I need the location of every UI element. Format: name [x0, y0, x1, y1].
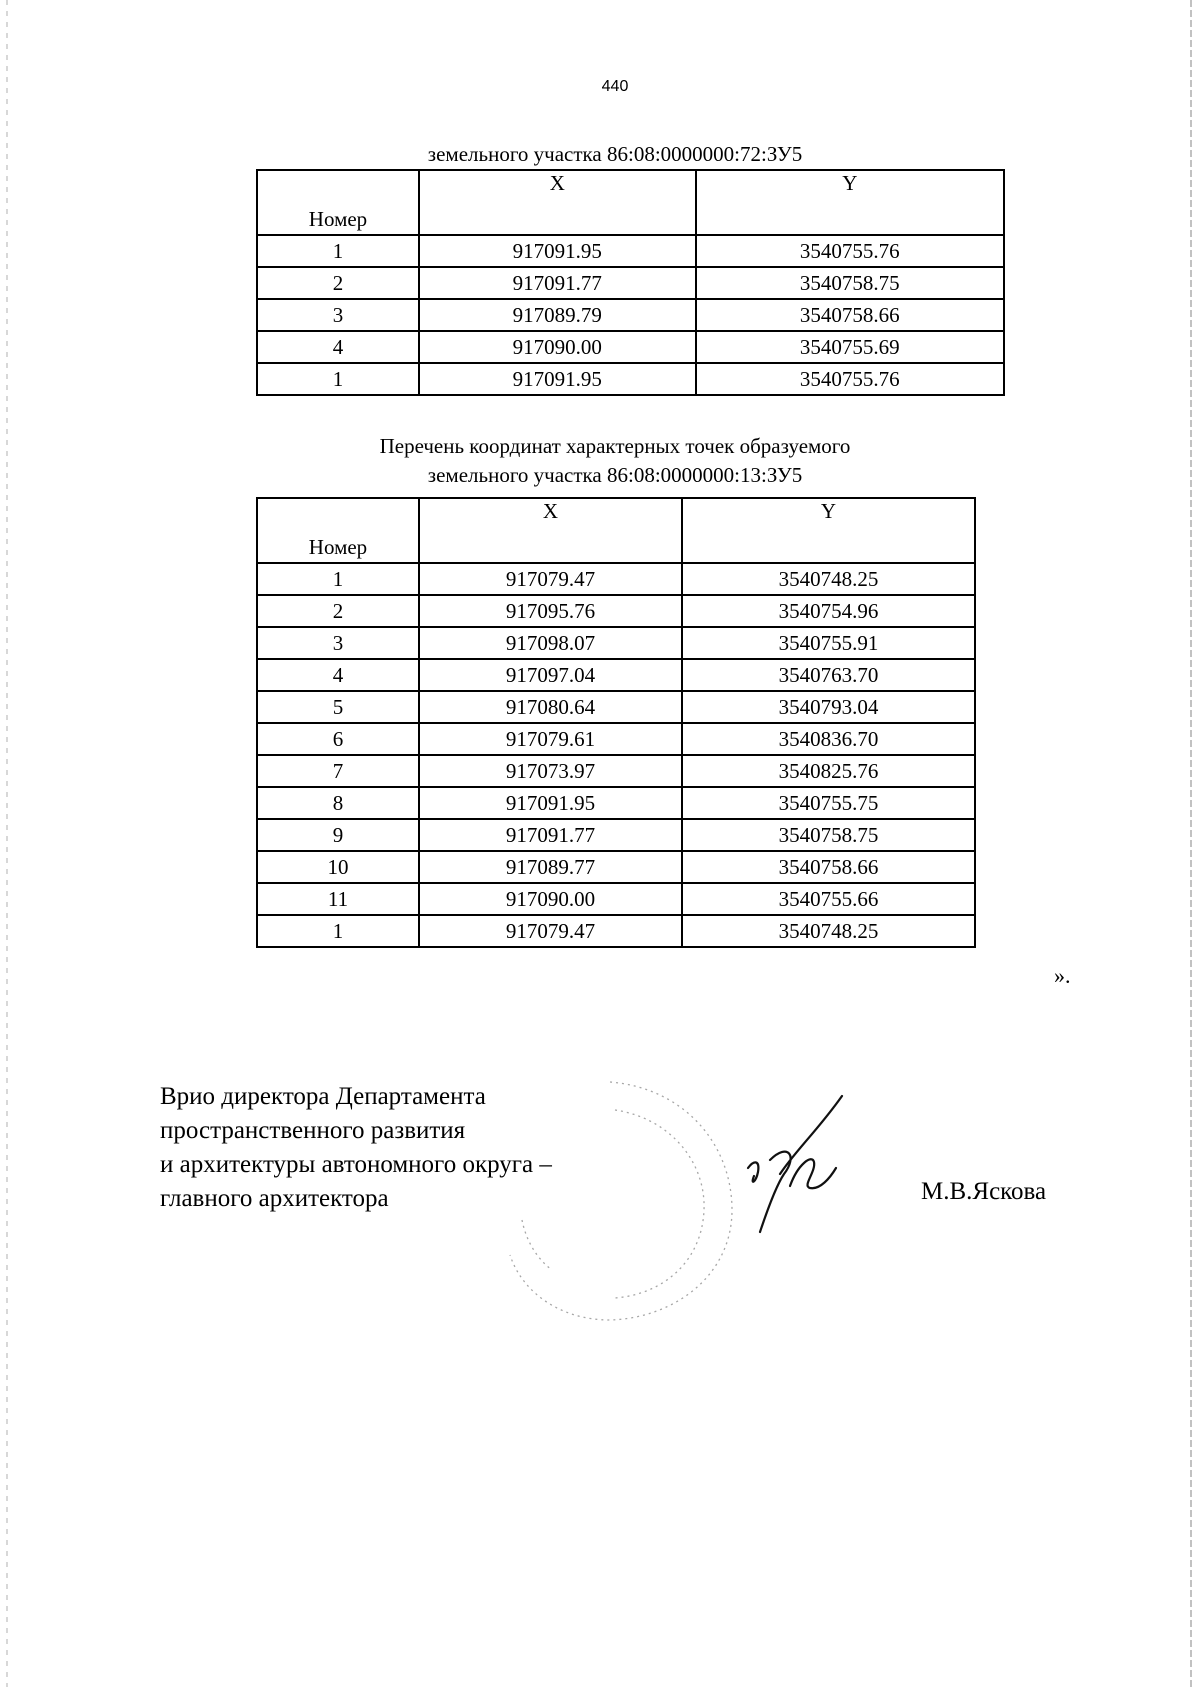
table-row	[257, 627, 975, 659]
table-row	[257, 595, 975, 627]
x-coordinate-cell: 917090.00	[419, 331, 696, 363]
caption-line: Перечень координат характерных точек образуемого	[379, 434, 851, 458]
table-row	[257, 659, 975, 691]
table-row	[257, 723, 975, 755]
table-caption-2	[255, 432, 975, 490]
signatory-title-line: пространственного развития	[160, 1117, 466, 1144]
column-header-number: Номер	[257, 170, 419, 235]
coordinates-table-1	[256, 169, 1005, 396]
x-coordinate-cell: 917095.76	[419, 595, 682, 627]
table-row	[257, 299, 1004, 331]
x-coordinate-cell: 917079.47	[419, 563, 682, 595]
signatory-title-line: Врио директора Департамента	[160, 1083, 486, 1110]
x-coordinate-cell: 917089.77	[419, 851, 682, 883]
y-coordinate-cell: 3540755.66	[682, 883, 975, 915]
point-number-cell: 4	[257, 659, 419, 691]
x-coordinate-cell: 917089.79	[419, 299, 696, 331]
scan-edge-left	[6, 0, 8, 1687]
point-number-cell: 1	[257, 563, 419, 595]
table-row	[257, 851, 975, 883]
table-row	[257, 235, 1004, 267]
signatory-title-line: и архитектуры автономного округа –	[160, 1151, 552, 1178]
table-row	[257, 691, 975, 723]
column-header-x: X	[419, 170, 696, 235]
y-coordinate-cell: 3540755.69	[696, 331, 1004, 363]
y-coordinate-cell: 3540755.91	[682, 627, 975, 659]
column-header-y: Y	[696, 170, 1004, 235]
table-row	[257, 755, 975, 787]
x-coordinate-cell: 917079.47	[419, 915, 682, 947]
point-number-cell: 8	[257, 787, 419, 819]
y-coordinate-cell: 3540754.96	[682, 595, 975, 627]
point-number-cell: 3	[257, 627, 419, 659]
x-coordinate-cell: 917091.95	[419, 363, 696, 395]
point-number-cell: 1	[257, 915, 419, 947]
table-row	[257, 883, 975, 915]
table-body-1	[257, 235, 1004, 395]
closing-quote: ».	[1054, 963, 1071, 988]
y-coordinate-cell: 3540758.75	[682, 819, 975, 851]
y-coordinate-cell: 3540836.70	[682, 723, 975, 755]
table-header-row	[257, 498, 975, 563]
column-header-x: X	[419, 498, 682, 563]
y-coordinate-cell: 3540755.76	[696, 363, 1004, 395]
signature-block	[160, 1080, 552, 1216]
y-coordinate-cell: 3540793.04	[682, 691, 975, 723]
x-coordinate-cell: 917080.64	[419, 691, 682, 723]
point-number-cell: 9	[257, 819, 419, 851]
point-number-cell: 1	[257, 363, 419, 395]
y-coordinate-cell: 3540758.75	[696, 267, 1004, 299]
x-coordinate-cell: 917098.07	[419, 627, 682, 659]
point-number-cell: 2	[257, 595, 419, 627]
y-coordinate-cell: 3540755.75	[682, 787, 975, 819]
signature-icon	[740, 1090, 860, 1240]
signatory-name: М.В.Яскова	[921, 1178, 1047, 1205]
x-coordinate-cell: 917091.95	[419, 787, 682, 819]
table-row	[257, 267, 1004, 299]
column-header-y: Y	[682, 498, 975, 563]
x-coordinate-cell: 917090.00	[419, 883, 682, 915]
table-header-row	[257, 170, 1004, 235]
x-coordinate-cell: 917097.04	[419, 659, 682, 691]
y-coordinate-cell: 3540748.25	[682, 915, 975, 947]
y-coordinate-cell: 3540825.76	[682, 755, 975, 787]
point-number-cell: 7	[257, 755, 419, 787]
page-number: 440	[601, 78, 629, 95]
scan-edge-right	[1190, 0, 1192, 1687]
x-coordinate-cell: 917079.61	[419, 723, 682, 755]
y-coordinate-cell: 3540763.70	[682, 659, 975, 691]
caption-line: земельного участка 86:08:0000000:13:ЗУ5	[427, 463, 803, 487]
column-header-number: Номер	[257, 498, 419, 563]
table-row	[257, 787, 975, 819]
table-row	[257, 331, 1004, 363]
y-coordinate-cell: 3540758.66	[696, 299, 1004, 331]
point-number-cell: 11	[257, 883, 419, 915]
x-coordinate-cell: 917091.77	[419, 819, 682, 851]
y-coordinate-cell: 3540755.76	[696, 235, 1004, 267]
caption-line: земельного участка 86:08:0000000:72:ЗУ5	[427, 142, 803, 166]
x-coordinate-cell: 917091.95	[419, 235, 696, 267]
signatory-title-line: главного архитектора	[160, 1185, 389, 1212]
point-number-cell: 6	[257, 723, 419, 755]
point-number-cell: 2	[257, 267, 419, 299]
table-row	[257, 915, 975, 947]
table-row	[257, 819, 975, 851]
table-body-2	[257, 563, 975, 947]
point-number-cell: 10	[257, 851, 419, 883]
table-caption-1	[255, 140, 975, 169]
table-row	[257, 363, 1004, 395]
point-number-cell: 4	[257, 331, 419, 363]
x-coordinate-cell: 917091.77	[419, 267, 696, 299]
table-row	[257, 563, 975, 595]
point-number-cell: 3	[257, 299, 419, 331]
point-number-cell: 5	[257, 691, 419, 723]
y-coordinate-cell: 3540748.25	[682, 563, 975, 595]
coordinates-table-2	[256, 497, 976, 948]
y-coordinate-cell: 3540758.66	[682, 851, 975, 883]
x-coordinate-cell: 917073.97	[419, 755, 682, 787]
point-number-cell: 1	[257, 235, 419, 267]
